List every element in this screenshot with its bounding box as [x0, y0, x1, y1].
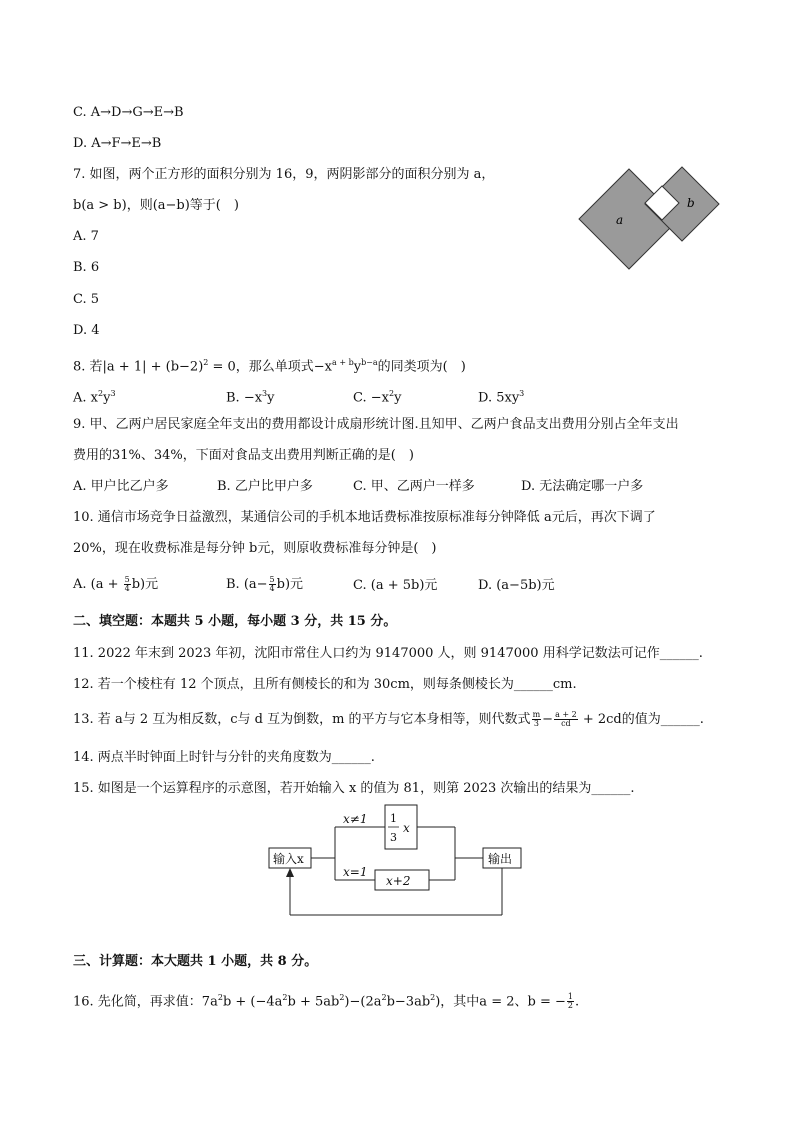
q9-option-a: A. 甲户比乙户多 — [73, 479, 169, 494]
q7-option-c: C. 5 — [73, 292, 100, 307]
q10-option-b: B. (a− $\frac{5}{4}$ b)元 — [226, 575, 304, 593]
q11-stem: 11. 2022 年末到 2023 年初，沈阳市常住人口约为 9147000 人，则 9147000 用科学记数法可记作______. — [73, 646, 703, 661]
q6-option-c: C. A→D→G→E→B — [73, 105, 184, 120]
top-frac-den: 3 — [390, 831, 397, 844]
q8-stem: 8. 若$|a + 1| + (b-2)^2 = 0$，那么单项式$-x^{a + b}y^{b-a}$的同类项为( ) — [73, 358, 466, 375]
q7-stem-line2: b(a > b)，则(a−b)等于( ) — [73, 198, 239, 213]
q7-stem-line1: 7. 如图，两个正方形的面积分别为 16，9，两阴影部分的面积分别为 a， — [73, 167, 495, 182]
label-a: a — [616, 213, 624, 227]
cond-bottom-label: x=1 — [343, 865, 368, 879]
q8-option-c: C. $-x^2y$ — [353, 389, 402, 406]
q8-option-a: A. $x^2y^3$ — [73, 389, 116, 406]
q15-stem: 15. 如图是一个运算程序的示意图，若开始输入 x 的值为 81，则第 2023 次输出的结果为______. — [73, 781, 635, 796]
section-3-heading: 三、计算题：本大题共 1 小题，共 8 分。 — [73, 954, 318, 969]
top-frac-var: x — [403, 821, 410, 835]
q7-option-a: A. 7 — [73, 229, 99, 244]
q9-option-c: C. 甲、乙两户一样多 — [353, 479, 475, 494]
q13-stem: 13. 若 a与 2 互为相反数，c与 d 互为倒数，m 的平方与它本身相等，则代数式 $\frac{m}{3}$ − $\frac{a + 2}{cd}$ + 2cd的值为______. — [73, 710, 704, 728]
top-frac-num: 1 — [390, 812, 397, 825]
q7-option-b: B. 6 — [73, 260, 100, 275]
label-b: b — [687, 196, 695, 210]
section-2-heading: 二、填空题：本题共 5 小题，每小题 3 分，共 15 分。 — [73, 614, 397, 629]
q9-option-d: D. 无法确定哪一户多 — [521, 479, 644, 494]
q10-option-a: A. (a + $\frac{5}{4}$ b)元 — [73, 575, 159, 593]
q6-option-d: D. A→F→E→B — [73, 136, 162, 151]
q10-stem-line2: 20%，现在收费标准是每分钟 b元，则原收费标准每分钟是( ) — [73, 541, 437, 556]
q10-stem-line1: 10. 通信市场竞争日益激烈，某通信公司的手机本地话费标准按原标准每分钟降低 a元后，再次下调了 — [73, 510, 656, 525]
q9-stem-line1: 9. 甲、乙两户居民家庭全年支出的费用都设计成扇形统计图.且知甲、乙两户食品支出费用分别占全年支出 — [73, 417, 679, 432]
q12-stem: 12. 若一个棱柱有 12 个顶点，且所有侧棱长的和为 30cm，则每条侧棱长为______cm. — [73, 677, 577, 692]
output-label: 输出 — [488, 852, 513, 866]
q8-option-d: D. $5xy^3$ — [478, 389, 525, 406]
q9-option-b: B. 乙户比甲户多 — [217, 479, 313, 494]
input-label: 输入x — [273, 852, 304, 866]
bottom-op-label: x+2 — [386, 874, 411, 888]
q14-stem: 14. 两点半时钟面上时针与分针的夹角度数为______. — [73, 750, 375, 765]
q9-stem-line2: 费用的31%、34%，下面对食品支出费用判断正确的是( ) — [73, 448, 414, 463]
q10-option-d: D. (a−5b)元 — [478, 578, 555, 593]
q7-squares-figure — [574, 164, 724, 276]
q7-option-d: D. 4 — [73, 323, 100, 338]
loop-arrow-icon — [286, 868, 294, 877]
cond-top-label: x≠1 — [343, 812, 368, 826]
q15-flowchart — [265, 800, 530, 920]
q10-option-c: C. (a + 5b)元 — [353, 578, 438, 593]
q8-option-b: B. $-x^3y$ — [226, 389, 275, 406]
q16-stem: 16. 先化简，再求值：$7a^2b + (-4a^2b + 5ab^2)-(2a^2b-3ab^2)$，其中a = 2、b = − $\frac{1}{2}$ . — [73, 992, 580, 1011]
